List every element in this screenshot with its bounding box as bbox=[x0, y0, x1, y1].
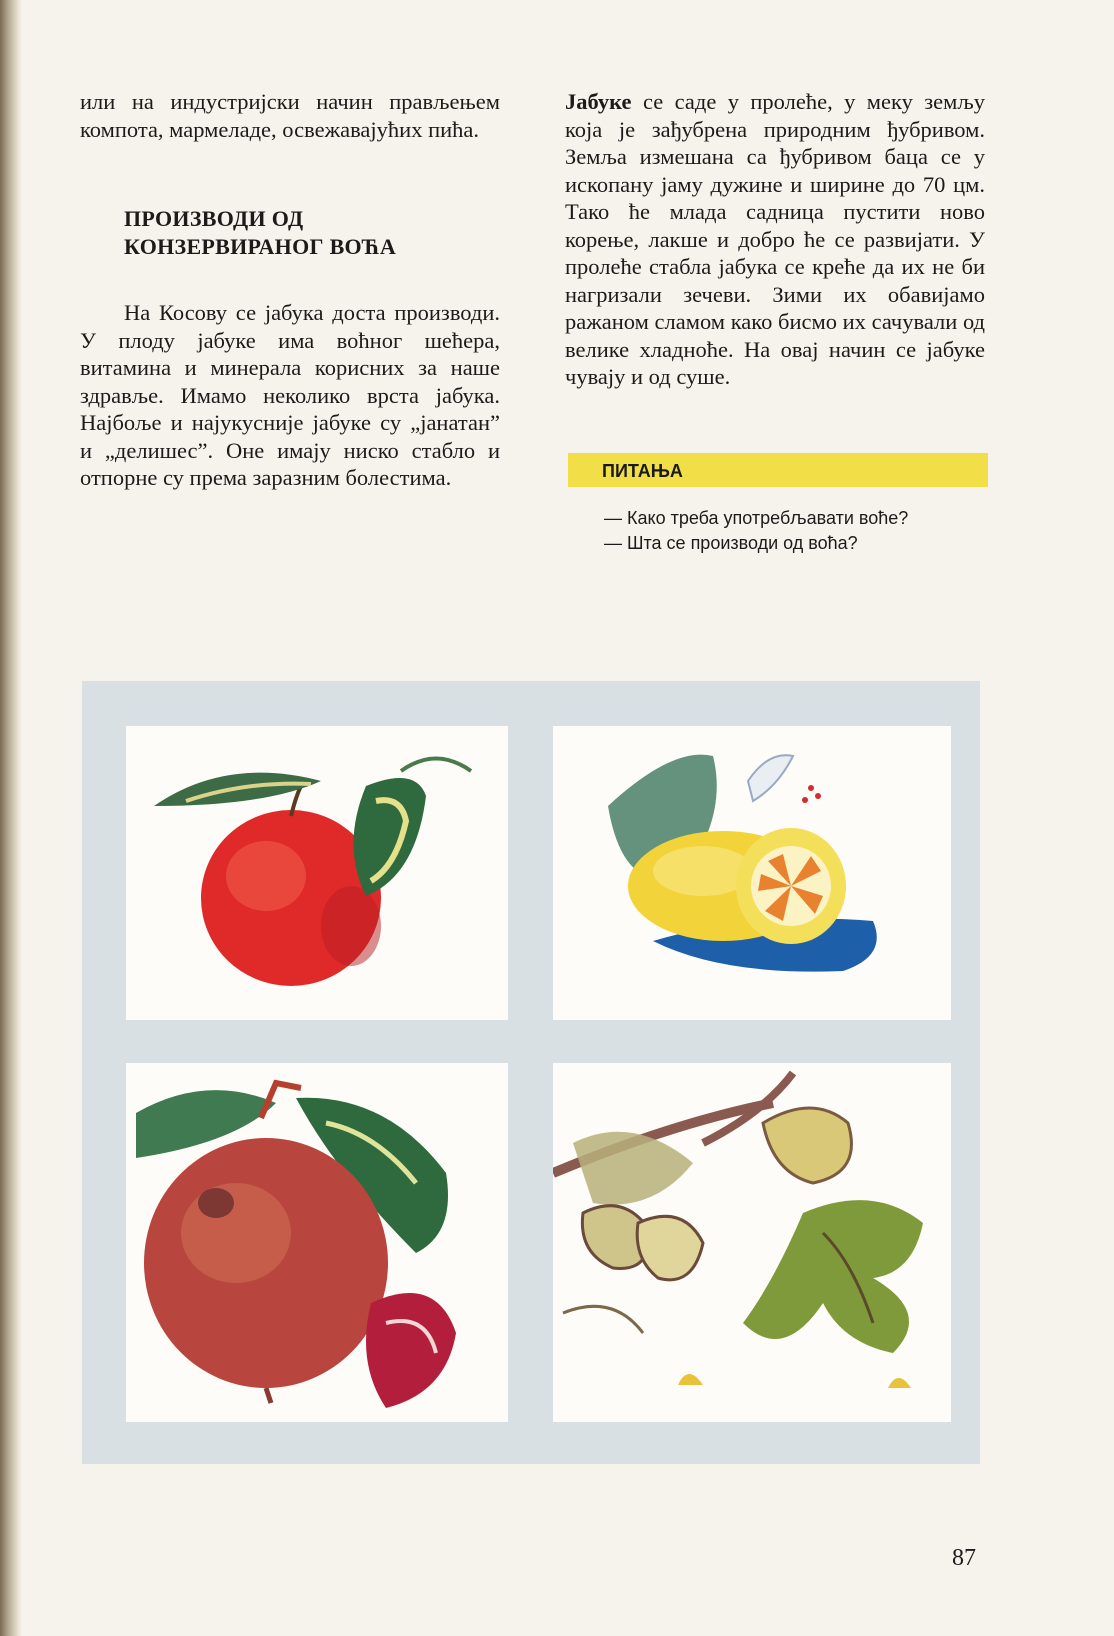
fig-illustration bbox=[553, 1063, 951, 1422]
pomegranate-illustration bbox=[126, 1063, 508, 1422]
book-binding-shadow bbox=[0, 0, 22, 1636]
apple-icon bbox=[126, 726, 508, 1020]
question-item: — Како треба употребљавати воће? bbox=[604, 508, 909, 528]
section-heading: ПРОИЗВОДИ ОД КОНЗЕРВИРАНОГ ВОЋА bbox=[124, 206, 397, 259]
apple-paragraph: На Косову се јабука доста производи. У плоду јабуке има воћног шећера, витамина и минерала корисних за наше здравље. Имамо неколико врста јабука. Најбоље и најукусније јабуке су „јанатан” и „делишес”. Оне имају ниско стабло и отпорне су према заразним болестима. bbox=[80, 300, 500, 490]
planting-paragraph bbox=[565, 88, 985, 391]
page-number: 87 bbox=[952, 1545, 976, 1571]
left-column bbox=[80, 88, 500, 492]
planting-paragraph-text: се саде у пролеће, у меку земљу која је зађубрена природним ђубривом. Земља измешана са ђубривом баца се у ископану јаму дужине и ширине до 70 цм. Тако ће млада садница пустити ново корење, лакше и добро ће се развијати. У пролеће стабла јабука се креће да их не би нагризали зечеви. Зими их обавијамо ражаном сламом како бисмо их сачували од велике хладноће. На овај начин се јабуке чувају и од суше. bbox=[565, 89, 985, 389]
questions-title: ПИТАЊА bbox=[602, 461, 683, 481]
right-column bbox=[565, 88, 985, 391]
fig-icon bbox=[553, 1063, 951, 1422]
lemon-illustration bbox=[553, 726, 951, 1020]
apple-illustration bbox=[126, 726, 508, 1020]
lemon-icon bbox=[553, 726, 951, 1020]
bold-lead-word: Јабуке bbox=[565, 89, 632, 114]
pomegranate-icon bbox=[126, 1063, 508, 1422]
question-item: — Шта се производи од воћа? bbox=[604, 533, 858, 553]
continuation-paragraph: или на индустријски начин прављењем компота, мармеладе, освежавајућих пића. bbox=[80, 89, 500, 142]
